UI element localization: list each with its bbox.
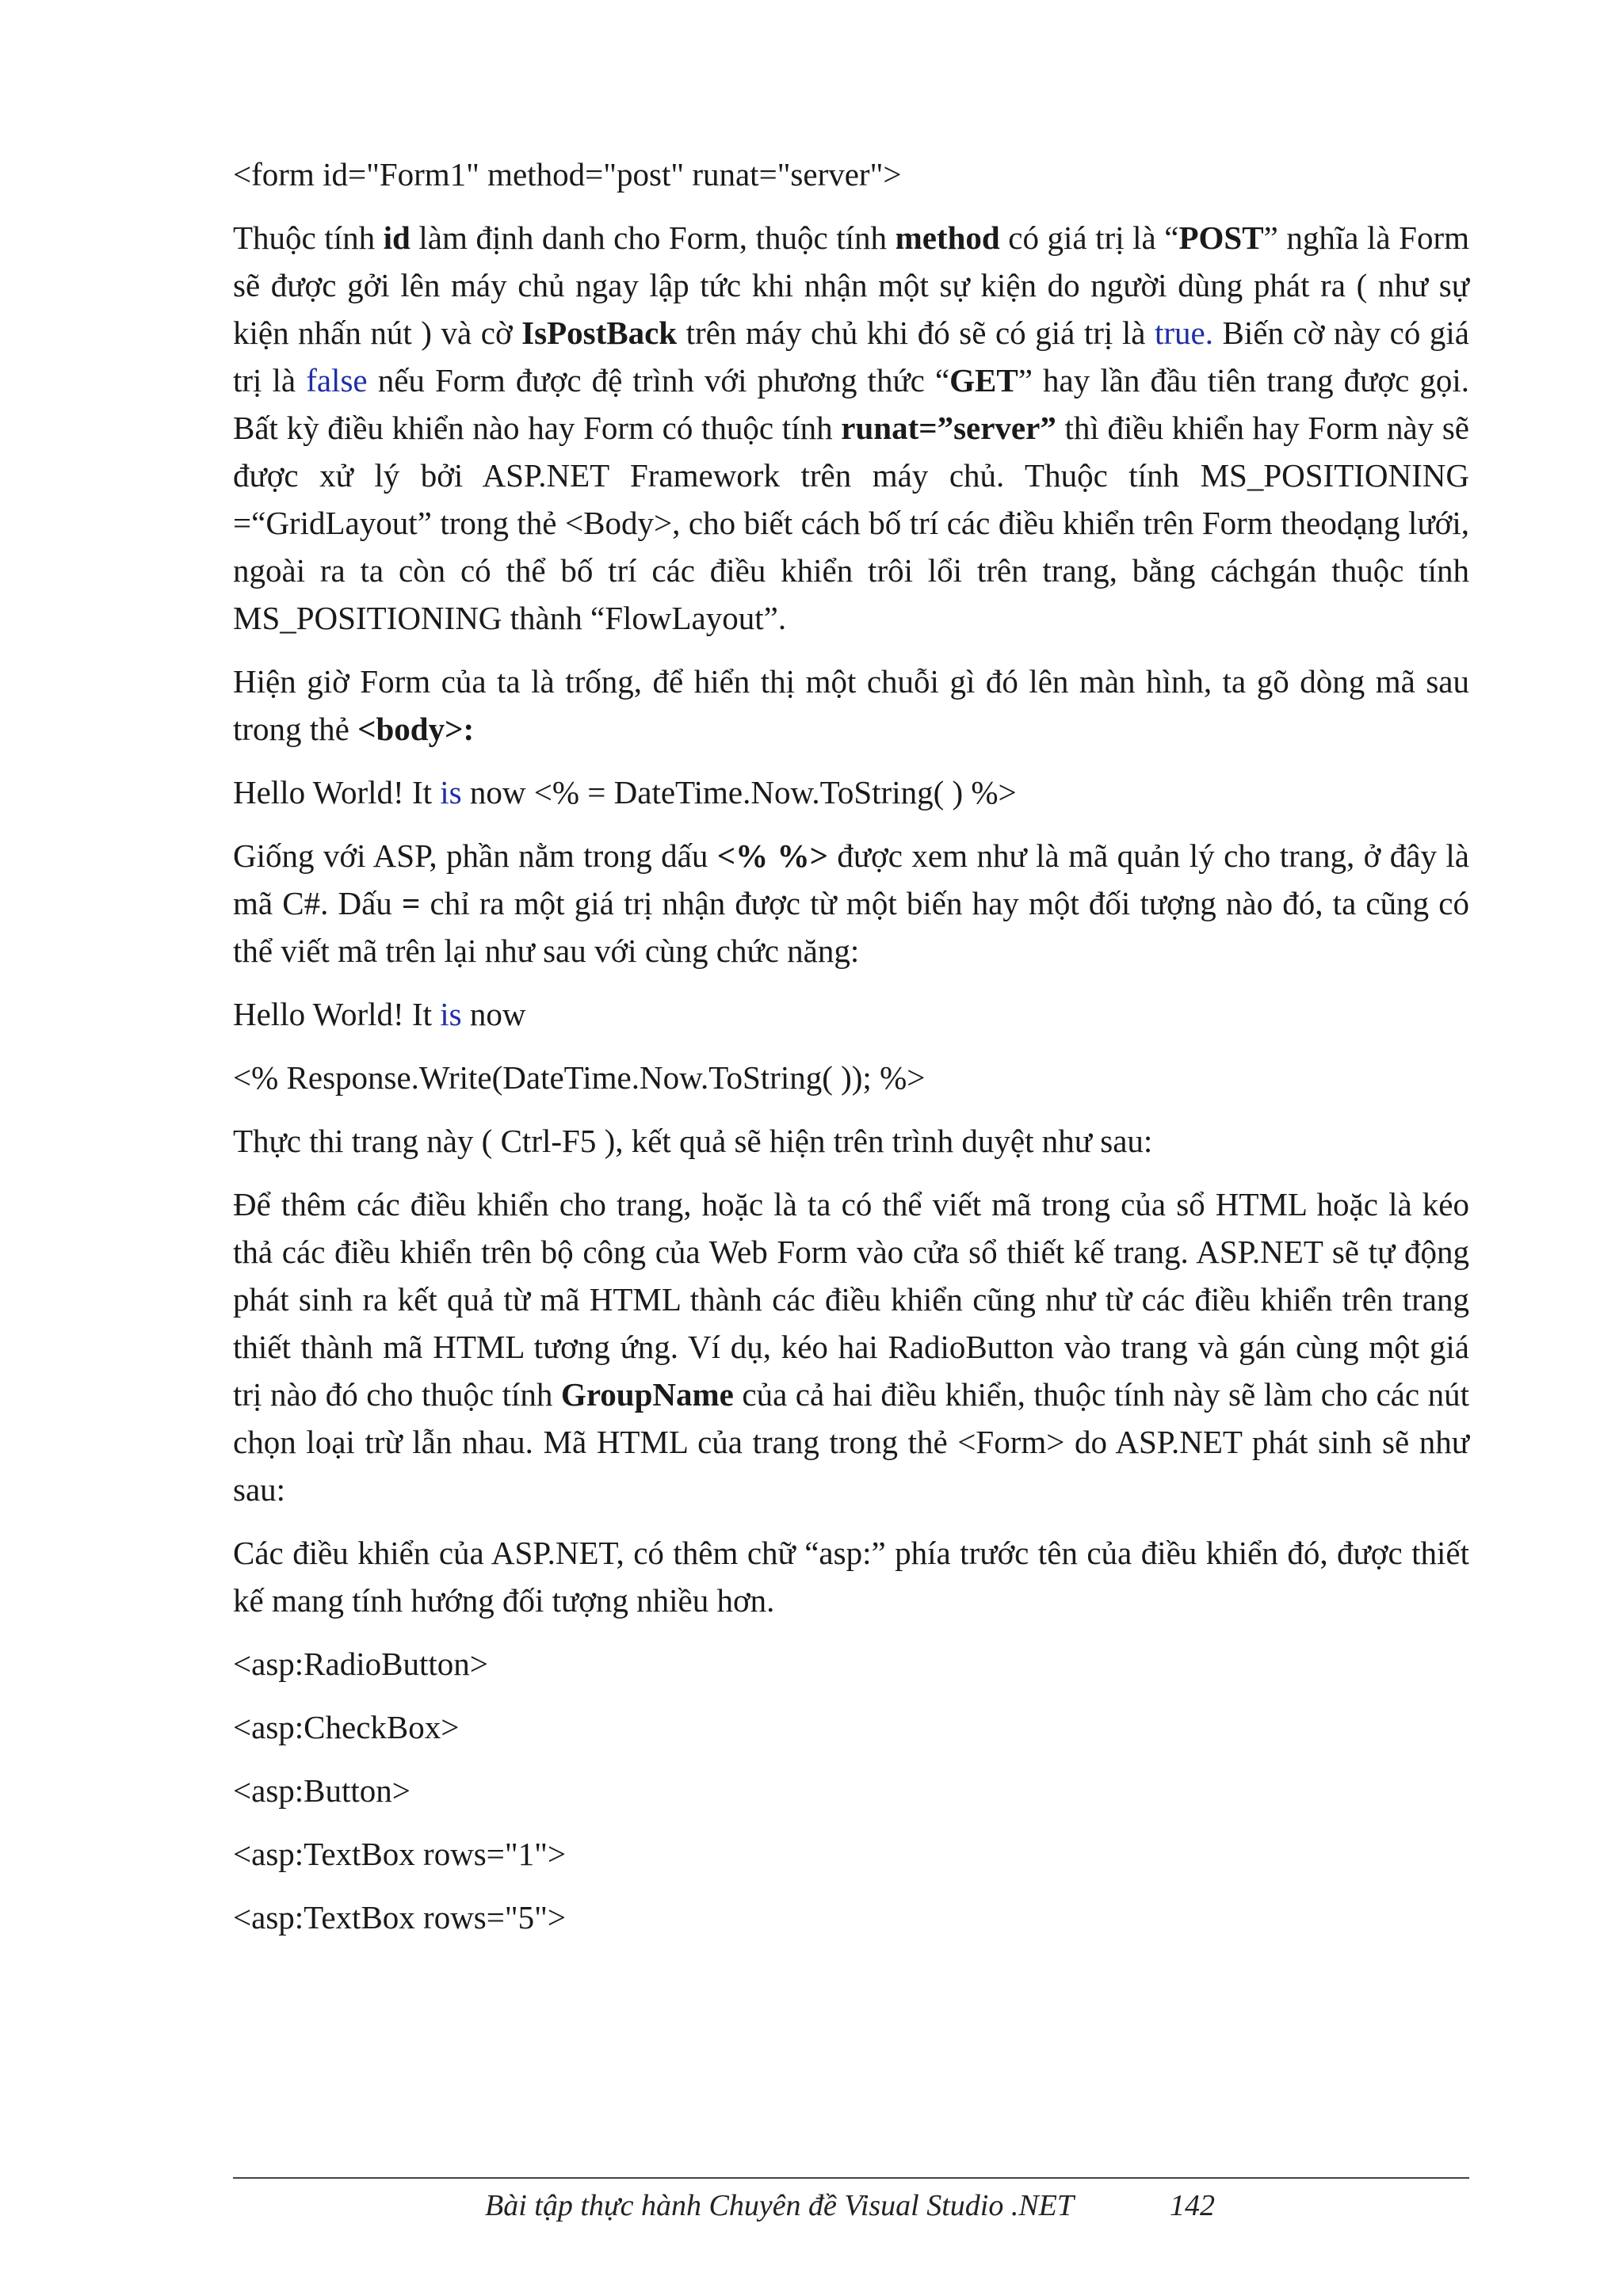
page-footer (233, 2185, 1469, 2226)
paragraph-run-page: Thực thi trang này ( Ctrl-F5 ), kết quả sẽ hiện trên trình duyệt như sau: (233, 1123, 1153, 1159)
bold-term: = (401, 885, 421, 921)
paragraph-add-controls: Để thêm các điều khiển cho trang, hoặc là ta có thể viết mã trong của sổ HTML hoặc là kéo thả các điều khiển trên bộ công của Web Form vào cửa sổ thiết kế trang. ASP.NET sẽ tự động phát sinh ra kết quả từ mã HTML thành các điều khiển cũng như từ các điều khiển trên trang thiết thành mã HTML tương ứng. Ví dụ, kéo hai RadioButton vào trang và gán cùng một giá trị nào đó cho thuộc tính GroupName của cả hai điều khiển, thuộc tính này sẽ làm cho các nút chọn loại trừ lẫn nhau. Mã HTML của trang trong thẻ <Form> do ASP.NET phát sinh sẽ như sau: (233, 1186, 1469, 1508)
bold-term: <body>: (357, 711, 475, 747)
code-textbox-1: <asp:TextBox rows="1"> (233, 1836, 566, 1872)
code-response-write: <% Response.Write(DateTime.Now.ToString( )); %> (233, 1059, 926, 1096)
bold-term: IsPostBack (521, 315, 678, 351)
bold-term: <% %> (716, 837, 828, 874)
keyword-true: true. (1154, 315, 1213, 351)
keyword-false: false (306, 362, 368, 399)
keyword-is: is (440, 996, 462, 1032)
footer-divider (233, 2177, 1469, 2179)
bold-term: GET (949, 362, 1018, 399)
paragraph-empty-form: Hiện giờ Form của ta là trống, để hiển thị một chuỗi gì đó lên màn hình, ta gõ dòng mã sau trong thẻ <body>: (233, 663, 1469, 747)
code-form-tag: <form id="Form1" method="post" runat="server"> (233, 156, 902, 193)
paragraph-form-attributes: Thuộc tính id làm định danh cho Form, thuộc tính method có giá trị là “POST” nghĩa là Form sẽ được gởi lên máy chủ ngay lập tức khi nhận một sự kiện do người dùng phát ra ( như sự kiện nhấn nút ) và cờ IsPostBack trên máy chủ khi đó sẽ có giá trị là true. Biến cờ này có giá trị là false nếu Form được đệ trình với phương thức “GET” hay lần đầu tiên trang được gọi. Bất kỳ điều khiển nào hay Form có thuộc tính runat=”server” thì điều khiển hay Form này sẽ được xử lý bởi ASP.NET Framework trên máy chủ. Thuộc tính MS_POSITIONING =“GridLayout” trong thẻ <Body>, cho biết cách bố trí các điều khiển trên Form theodạng lưới, ngoài ra ta còn có thể bố trí các điều khiển trôi lổi trên trang, bằng cáchgán thuộc tính MS_POSITIONING thành “FlowLayout”. (233, 219, 1469, 636)
bold-term: POST (1178, 219, 1264, 256)
page-content (233, 151, 1469, 1957)
keyword-is: is (440, 774, 462, 810)
code-textbox-5: <asp:TextBox rows="5"> (233, 1899, 566, 1936)
paragraph-asp-tags: Giống với ASP, phần nằm trong dấu <% %> được xem như là mã quản lý cho trang, ở đây là mã C#. Dấu = chỉ ra một giá trị nhận được từ một biến hay một đối tượng nào đó, ta cũng có thể viết mã trên lại như sau với cùng chức năng: (233, 837, 1469, 969)
code-button: <asp:Button> (233, 1772, 411, 1809)
code-hello-world: Hello World! It is now <% = DateTime.Now.ToString( ) %> (233, 774, 1017, 810)
paragraph-asp-controls: Các điều khiển của ASP.NET, có thêm chữ “asp:” phía trước tên của điều khiển đó, được thiết kế mang tính hướng đối tượng nhiều hơn. (233, 1535, 1469, 1619)
footer-title: Bài tập thực hành Chuyên đề Visual Studio .NET (485, 2189, 1075, 2222)
bold-term: id (383, 219, 411, 256)
code-checkbox: <asp:CheckBox> (233, 1709, 460, 1745)
code-hello-world-2: Hello World! It is now (233, 996, 526, 1032)
bold-term: method (895, 219, 1000, 256)
bold-term: runat=”server” (841, 410, 1056, 446)
page-number: 142 (1170, 2189, 1215, 2222)
code-radiobutton: <asp:RadioButton> (233, 1646, 488, 1682)
bold-term: GroupName (560, 1376, 734, 1413)
